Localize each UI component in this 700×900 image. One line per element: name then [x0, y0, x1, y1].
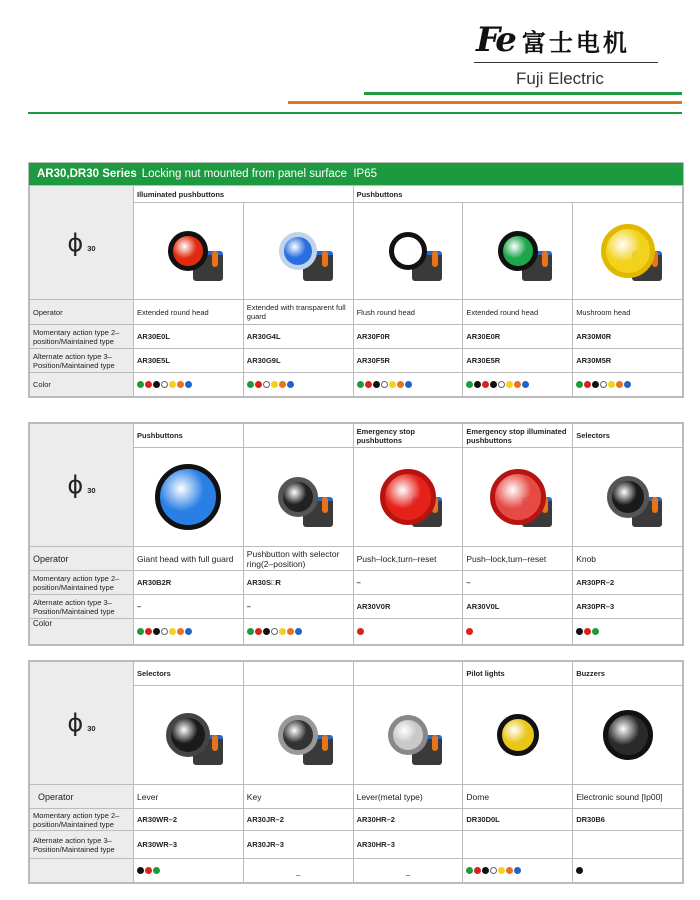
operator-cell: Dome [463, 785, 573, 809]
momentary-cell: DR30B6 [573, 809, 683, 831]
header-line-dark [474, 62, 658, 63]
color-cell [243, 373, 353, 397]
row-label-alternate: Alternate action type 3–Position/Maintained type [30, 349, 134, 373]
button-head [490, 469, 546, 525]
row-label-color: Color [30, 619, 134, 645]
color-cell [463, 859, 573, 883]
color-swatches [357, 381, 460, 388]
lever-selector-cell [134, 686, 244, 785]
yellow-mushroom-button-cell [573, 203, 683, 300]
green-dot [137, 381, 144, 388]
operator-cell: Extended with transparent full guard [243, 300, 353, 325]
section-3 [28, 660, 684, 884]
color-swatches [247, 381, 350, 388]
green-dot [466, 381, 473, 388]
red-dot [474, 867, 481, 874]
color-swatches [466, 381, 569, 388]
color-cell [463, 373, 573, 397]
spec-table-2 [29, 423, 683, 645]
alternate-cell: AR30G9L [243, 349, 353, 373]
spec-table-3 [29, 661, 683, 883]
orange-dot [514, 381, 521, 388]
momentary-cell: AR30JR–2 [243, 809, 353, 831]
orange-dot [616, 381, 623, 388]
orange-dot [397, 381, 404, 388]
color-cell [243, 859, 353, 883]
momentary-cell: DR30D0L [463, 809, 573, 831]
momentary-cell: AR30E0R [463, 325, 573, 349]
category-header: Selectors [134, 662, 244, 686]
alternate-cell [463, 831, 573, 859]
phi-symbol: ϕ [67, 228, 84, 257]
button-head [497, 714, 539, 756]
terminal-block-orange [212, 735, 218, 751]
white-dot [271, 628, 278, 635]
operator-cell: Pushbutton with selector ring(2–position) [243, 547, 353, 571]
orange-dot [177, 628, 184, 635]
yellow-dome-pilot-light-cell [463, 686, 573, 785]
category-pushbuttons: Pushbuttons [353, 186, 682, 203]
black-dot [373, 381, 380, 388]
black-dot [474, 381, 481, 388]
button-head [380, 469, 436, 525]
section-1 [28, 162, 684, 398]
red-dot [145, 628, 152, 635]
blue-dot [624, 381, 631, 388]
operator-cell: Flush round head [353, 300, 463, 325]
operator-cell: Push–lock,turn–reset [353, 547, 463, 571]
row-label-operator: Operator [30, 785, 134, 809]
category-header: Emergency stop illuminated pushbuttons [463, 424, 573, 448]
color-swatches [137, 628, 240, 635]
momentary-cell: AR30M0R [573, 325, 683, 349]
green-dot [153, 867, 160, 874]
button-head [601, 224, 655, 278]
operator-cell: Key [243, 785, 353, 809]
red-dot [482, 381, 489, 388]
category-header: Emergency stop pushbuttons [353, 424, 463, 448]
fe-logo-mark: Fe [476, 20, 514, 60]
color-none: – [405, 870, 411, 879]
terminal-block-orange [432, 251, 438, 267]
terminal-block-orange [322, 251, 328, 267]
ip-rating: IP65 [353, 168, 377, 180]
row-label-momentary: Momentary action type 2–position/Maintained type [30, 571, 134, 595]
button-head [166, 713, 210, 757]
operator-cell: Electronic sound [Ip00] [573, 785, 683, 809]
green-dot [247, 381, 254, 388]
row-label-color-empty [30, 859, 134, 883]
color-cell [353, 859, 463, 883]
terminal-block-orange [322, 735, 328, 751]
color-swatches [137, 867, 240, 874]
green-extended-button-cell [463, 203, 573, 300]
momentary-cell: AR30G4L [243, 325, 353, 349]
color-none: – [296, 870, 301, 879]
red-dot [255, 628, 262, 635]
color-cell [134, 619, 244, 645]
momentary-cell: AR30PR–2 [573, 571, 683, 595]
category-header [243, 424, 353, 448]
yellow-dot [389, 381, 396, 388]
color-cell [573, 859, 683, 883]
brand-name-cn: 富士电机 [521, 28, 630, 57]
metal-lever-selector-cell [353, 686, 463, 785]
color-swatches [466, 628, 569, 635]
momentary-cell: AR30HR–2 [353, 809, 463, 831]
color-swatches [137, 381, 240, 388]
blue-dot [405, 381, 412, 388]
black-dot [490, 381, 497, 388]
yellow-dot [498, 867, 505, 874]
green-dot [137, 628, 144, 635]
operator-cell: Push–lock,turn–reset [463, 547, 573, 571]
color-swatches [247, 628, 350, 635]
fuji-logo [476, 20, 630, 60]
operator-cell: Lever [134, 785, 244, 809]
alternate-cell: AR30V0L [463, 595, 573, 619]
color-cell [134, 373, 244, 397]
category-header [353, 662, 463, 686]
color-swatches [357, 628, 460, 635]
green-dot [247, 628, 254, 635]
operator-cell: Extended round head [134, 300, 244, 325]
diameter-label: ϕ 30 [30, 662, 134, 785]
button-head [278, 715, 318, 755]
momentary-cell: AR30WR–2 [134, 809, 244, 831]
category-header: Selectors [573, 424, 683, 448]
brand-name-en: Fuji Electric [516, 69, 604, 88]
orange-dot [506, 867, 513, 874]
button-head [168, 231, 208, 271]
yellow-dot [279, 628, 286, 635]
green-dot [592, 628, 599, 635]
red-emergency-stop-cell [353, 448, 463, 547]
momentary-cell: – [353, 571, 463, 595]
blue-dot [514, 867, 521, 874]
terminal-block-orange [322, 497, 328, 513]
alternate-cell: AR30E5L [134, 349, 244, 373]
diameter-label: ϕ 30 [30, 424, 134, 547]
header-line-green-long [28, 112, 682, 114]
category-header: Pilot lights [463, 662, 573, 686]
black-dot [137, 867, 144, 874]
green-dot [357, 381, 364, 388]
row-label-operator: Operator [30, 547, 134, 571]
category-illuminated: Illuminated pushbuttons [134, 186, 354, 203]
white-dot [498, 381, 505, 388]
black-dot [153, 381, 160, 388]
black-flush-button-cell [353, 203, 463, 300]
button-head [389, 232, 427, 270]
black-dot [482, 867, 489, 874]
orange-dot [279, 381, 286, 388]
operator-cell: Extended round head [463, 300, 573, 325]
red-illuminated-button-cell [134, 203, 244, 300]
header-line-green [364, 92, 682, 95]
alternate-cell: AR30PR–3 [573, 595, 683, 619]
category-header: Pushbuttons [134, 424, 244, 448]
button-head [155, 464, 221, 530]
blue-transparent-guard-button-cell [243, 203, 353, 300]
momentary-cell: AR30E0L [134, 325, 244, 349]
button-head [607, 476, 649, 518]
phi-symbol: ϕ [67, 471, 84, 499]
red-dot [357, 628, 364, 635]
momentary-cell: AR30F0R [353, 325, 463, 349]
color-cell [353, 373, 463, 397]
terminal-block-orange [652, 497, 658, 513]
diameter-label: ϕ 30 [30, 186, 134, 300]
red-dot [365, 381, 372, 388]
color-swatches [576, 381, 679, 388]
terminal-block-orange [432, 735, 438, 751]
red-dot [255, 381, 262, 388]
black-dot [592, 381, 599, 388]
white-dot [600, 381, 607, 388]
operator-cell: Lever(metal type) [353, 785, 463, 809]
alternate-cell: AR30E5R [463, 349, 573, 373]
blue-dot [185, 381, 192, 388]
category-header: Buzzers [573, 662, 683, 686]
momentary-cell: AR30S□R [243, 571, 353, 595]
white-dot [161, 381, 168, 388]
alternate-cell: AR30M5R [573, 349, 683, 373]
red-emergency-illuminated-cell [463, 448, 573, 547]
phi-symbol: ϕ [67, 709, 84, 737]
button-head [498, 231, 538, 271]
alternate-cell: AR30JR–3 [243, 831, 353, 859]
button-head [388, 715, 428, 755]
row-label-momentary: Momentary action type 2–position/Maintained type [30, 325, 134, 349]
alternate-cell: AR30F5R [353, 349, 463, 373]
alternate-cell: AR30V0R [353, 595, 463, 619]
color-cell [134, 859, 244, 883]
blue-dot [185, 628, 192, 635]
row-label-alternate: Alternate action type 3–Position/Maintained type [30, 595, 134, 619]
white-dot [381, 381, 388, 388]
button-head [279, 232, 317, 270]
yellow-dot [169, 381, 176, 388]
selector-ring-button-cell [243, 448, 353, 547]
yellow-dot [271, 381, 278, 388]
operator-cell: Knob [573, 547, 683, 571]
alternate-cell: AR30HR–3 [353, 831, 463, 859]
header-line-orange [288, 101, 682, 104]
color-cell [353, 619, 463, 645]
red-dot [145, 867, 152, 874]
alternate-cell: – [134, 595, 244, 619]
yellow-dot [608, 381, 615, 388]
terminal-block-orange [212, 251, 218, 267]
blue-giant-button-cell [134, 448, 244, 547]
orange-dot [177, 381, 184, 388]
color-swatches [576, 867, 679, 874]
color-cell [243, 619, 353, 645]
orange-dot [287, 628, 294, 635]
row-label-momentary: Momentary action type 2–position/Maintained type [30, 809, 134, 831]
operator-cell: Mushroom head [573, 300, 683, 325]
yellow-dot [169, 628, 176, 635]
color-swatches [466, 867, 569, 874]
section-title [29, 163, 683, 185]
white-dot [263, 381, 270, 388]
operator-cell: Giant head with full guard [134, 547, 244, 571]
white-dot [490, 867, 497, 874]
blue-dot [287, 381, 294, 388]
spec-table-1 [29, 185, 683, 397]
alternate-cell: AR30WR–3 [134, 831, 244, 859]
green-dot [466, 867, 473, 874]
yellow-dot [506, 381, 513, 388]
buzzer-cell [573, 686, 683, 785]
color-cell [573, 373, 683, 397]
white-dot [161, 628, 168, 635]
row-label-operator: Operator [30, 300, 134, 325]
color-cell [573, 619, 683, 645]
key-selector-cell [243, 686, 353, 785]
momentary-cell: – [463, 571, 573, 595]
black-dot [576, 628, 583, 635]
black-dot [263, 628, 270, 635]
series-name: AR30,DR30 Series [37, 168, 137, 180]
row-label-color: Color [30, 373, 134, 397]
red-dot [584, 628, 591, 635]
red-dot [145, 381, 152, 388]
alternate-cell [573, 831, 683, 859]
terminal-block-orange [542, 251, 548, 267]
knob-selector-cell [573, 448, 683, 547]
button-head [603, 710, 653, 760]
blue-dot [522, 381, 529, 388]
black-dot [576, 867, 583, 874]
red-dot [466, 628, 473, 635]
blue-dot [295, 628, 302, 635]
category-header [243, 662, 353, 686]
row-label-alternate: Alternate action type 3–Position/Maintained type [30, 831, 134, 859]
section-2 [28, 422, 684, 646]
button-head [278, 477, 318, 517]
color-swatches [576, 628, 679, 635]
red-dot [584, 381, 591, 388]
green-dot [576, 381, 583, 388]
alternate-cell: – [243, 595, 353, 619]
black-dot [153, 628, 160, 635]
series-desc: Locking nut mounted from panel surface [141, 168, 347, 180]
color-cell [463, 619, 573, 645]
momentary-cell: AR30B2R [134, 571, 244, 595]
